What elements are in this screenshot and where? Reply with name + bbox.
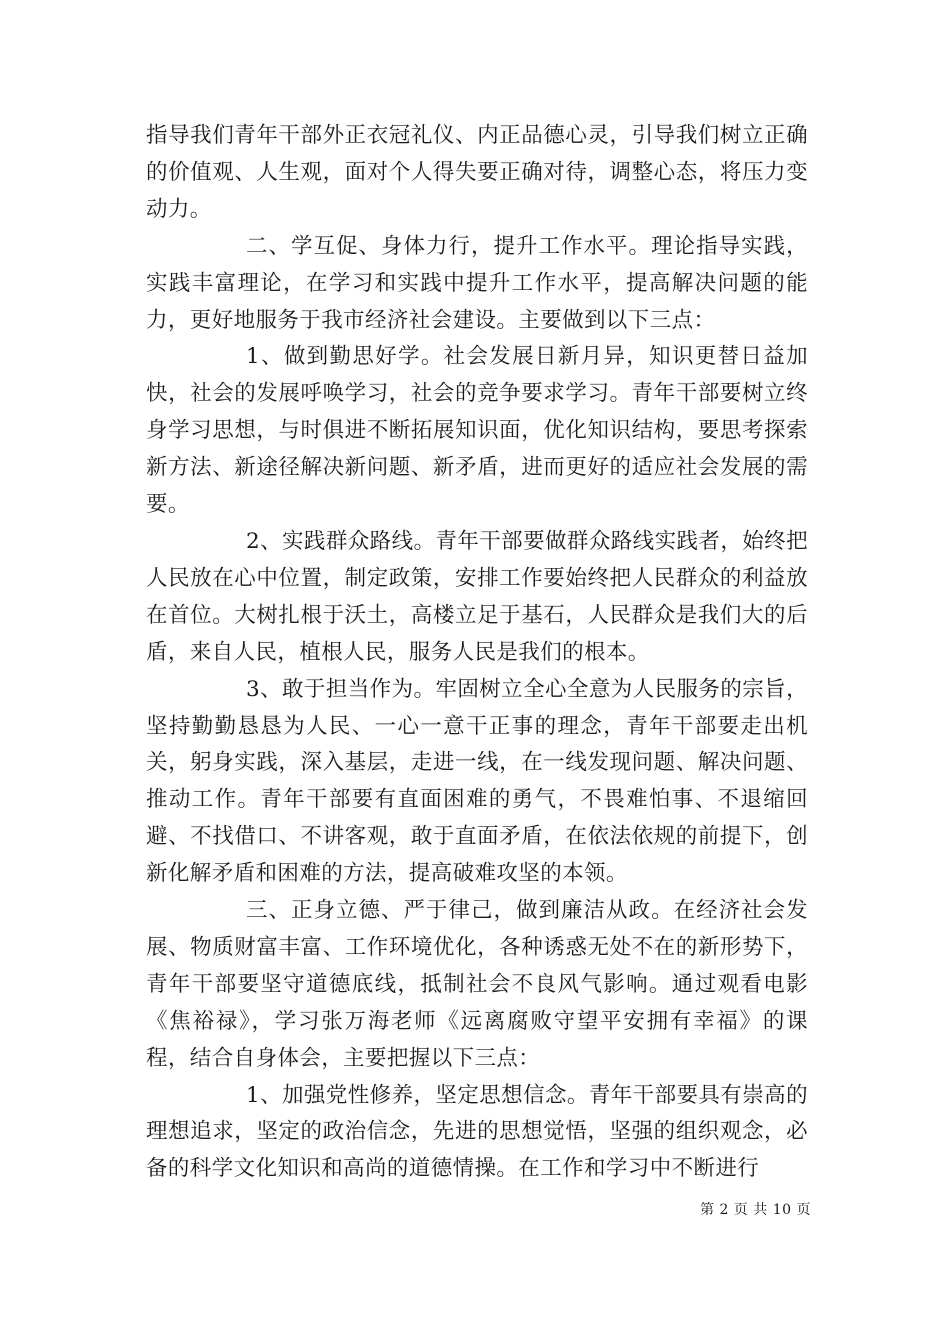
paragraph-section-three-heading: 三、正身立德、严于律己，做到廉洁从政。在经济社会发展、物质财富丰富、工作环境优化，各种诱惑无处不在的新形势下，青年干部要坚守道德底线，抵制社会不良风气影响。通过观看电影《焦裕禄》，学习张万海老师《远离腐败守望平安拥有幸福》的课程，结合自身体会，主要把握以下三点：: [146, 898, 808, 1071]
paragraph-point-mass-line: 2、实践群众路线。青年干部要做群众路线实践者，始终把人民放在心中位置，制定政策，安排工作要始终把人民群众的利益放在首位。大树扎根于沃土，高楼立足于基石，人民群众是我们大的后盾，来自人民，植根人民，服务人民是我们的根本。: [146, 528, 808, 665]
paragraph-section-two-heading: 二、学互促、身体力行，提升工作水平。理论指导实践，实践丰富理论，在学习和实践中提升工作水平，提高解决问题的能力，更好地服务于我市经济社会建设。主要做到以下三点：: [146, 233, 808, 333]
paragraph-point-party-spirit: 1、加强党性修养，坚定思想信念。青年干部要具有崇高的理想追求，坚定的政治信念，先进的思想觉悟，坚强的组织观念，必备的科学文化知识和高尚的道德情操。在工作和学习中不断进行: [146, 1082, 808, 1182]
document-body: [146, 118, 808, 1188]
paragraph-continuation: 指导我们青年干部外正衣冠礼仪、内正品德心灵，引导我们树立正确的价值观、人生观，面对个人得失要正确对待，调整心态，将压力变动力。: [146, 123, 808, 222]
paragraph-point-take-responsibility: 3、敢于担当作为。牢固树立全心全意为人民服务的宗旨，坚持勤勤恳恳为人民、一心一意干正事的理念，青年干部要走出机关，躬身实践，深入基层，走进一线，在一线发现问题、解决问题、推动工作。青年干部要有直面困难的勇气，不畏难怕事、不退缩回避、不找借口、不讲客观，敢于直面矛盾，在依法依规的前提下，创新化解矛盾和困难的方法，提高破难攻坚的本领。: [146, 676, 808, 887]
paragraph-point-diligent-study: 1、做到勤思好学。社会发展日新月异，知识更替日益加快，社会的发展呼唤学习，社会的竞争要求学习。青年干部要树立终身学习思想，与时俱进不断拓展知识面，优化知识结构，要思考探索新方法、新途径解决新问题、新矛盾，进而更好的适应社会发展的需要。: [146, 344, 808, 518]
page-number-footer: 第 2 页 共 10 页: [700, 1202, 811, 1218]
